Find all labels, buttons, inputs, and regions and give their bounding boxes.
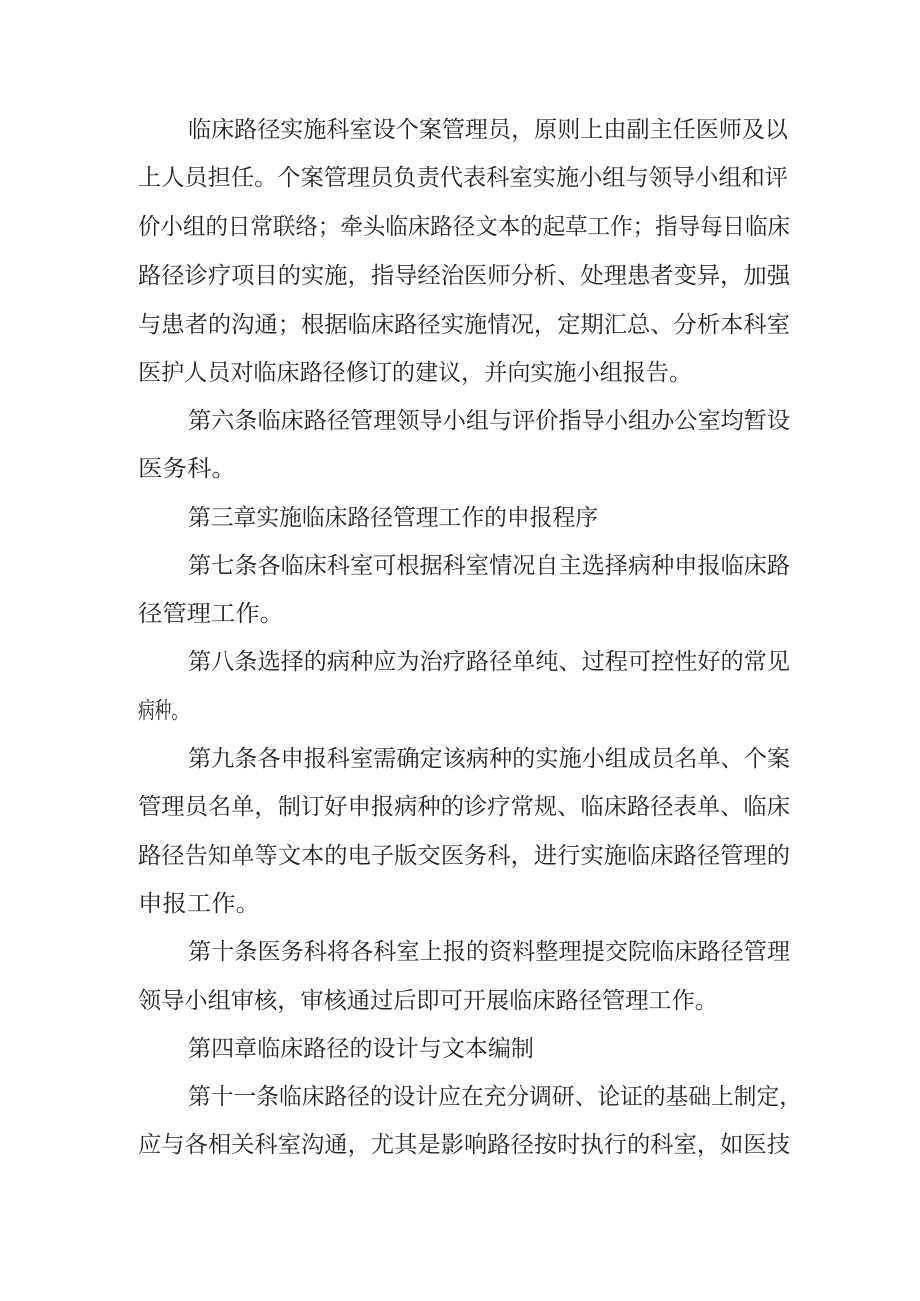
- text-line: 病种。: [138, 698, 188, 724]
- text-line: 医护人员对临床路径修订的建议，并向实施小组报告。: [138, 360, 693, 386]
- text-line: 第十一条临床路径的设计应在充分调研、论证的基础上制定，: [188, 1084, 802, 1110]
- text-line: 应与各相关科室沟通，尤其是影响路径按时执行的科室，如医技: [138, 1132, 790, 1158]
- text-line: 与患者的沟通；根据临床路径实施情况，定期汇总、分析本科室: [138, 312, 790, 338]
- text-line: 第七条各临床科室可根据科室情况自主选择病种申报临床路: [188, 553, 790, 579]
- text-line: 申报工作。: [138, 891, 260, 917]
- text-line: 医务科。: [138, 456, 236, 482]
- text-line: 临床路径实施科室设个案管理员，原则上由副主任医师及以: [188, 117, 789, 143]
- text-line: 第十条医务科将各科室上报的资料整理提交院临床路径管理: [188, 939, 790, 965]
- text-line: 径管理工作。: [138, 601, 284, 627]
- text-line: 第九条各申报科室需确定该病种的实施小组成员名单、个案: [188, 746, 790, 772]
- chapter-heading: 第四章临床路径的设计与文本编制: [188, 1036, 534, 1062]
- text-line: 管理员名单，制订好申报病种的诊疗常规、临床路径表单、临床: [138, 794, 790, 820]
- chapter-heading: 第三章实施临床路径管理工作的申报程序: [188, 505, 598, 531]
- text-line: 第六条临床路径管理领导小组与评价指导小组办公室均暂设: [188, 408, 790, 434]
- text-line: 价小组的日常联络；牵头临床路径文本的起草工作；指导每日临床: [138, 214, 790, 240]
- text-line: 路径诊疗项目的实施，指导经治医师分析、处理患者变异，加强: [138, 263, 790, 289]
- text-line: 第八条选择的病种应为治疗路径单纯、过程可控性好的常见: [188, 649, 790, 675]
- text-line: 领导小组审核，审核通过后即可开展临床路径管理工作。: [138, 988, 718, 1014]
- text-line: 路径告知单等文本的电子版交医务科，进行实施临床路径管理的: [138, 843, 790, 869]
- text-line: 上人员担任。个案管理员负责代表科室实施小组与领导小组和评: [138, 165, 788, 191]
